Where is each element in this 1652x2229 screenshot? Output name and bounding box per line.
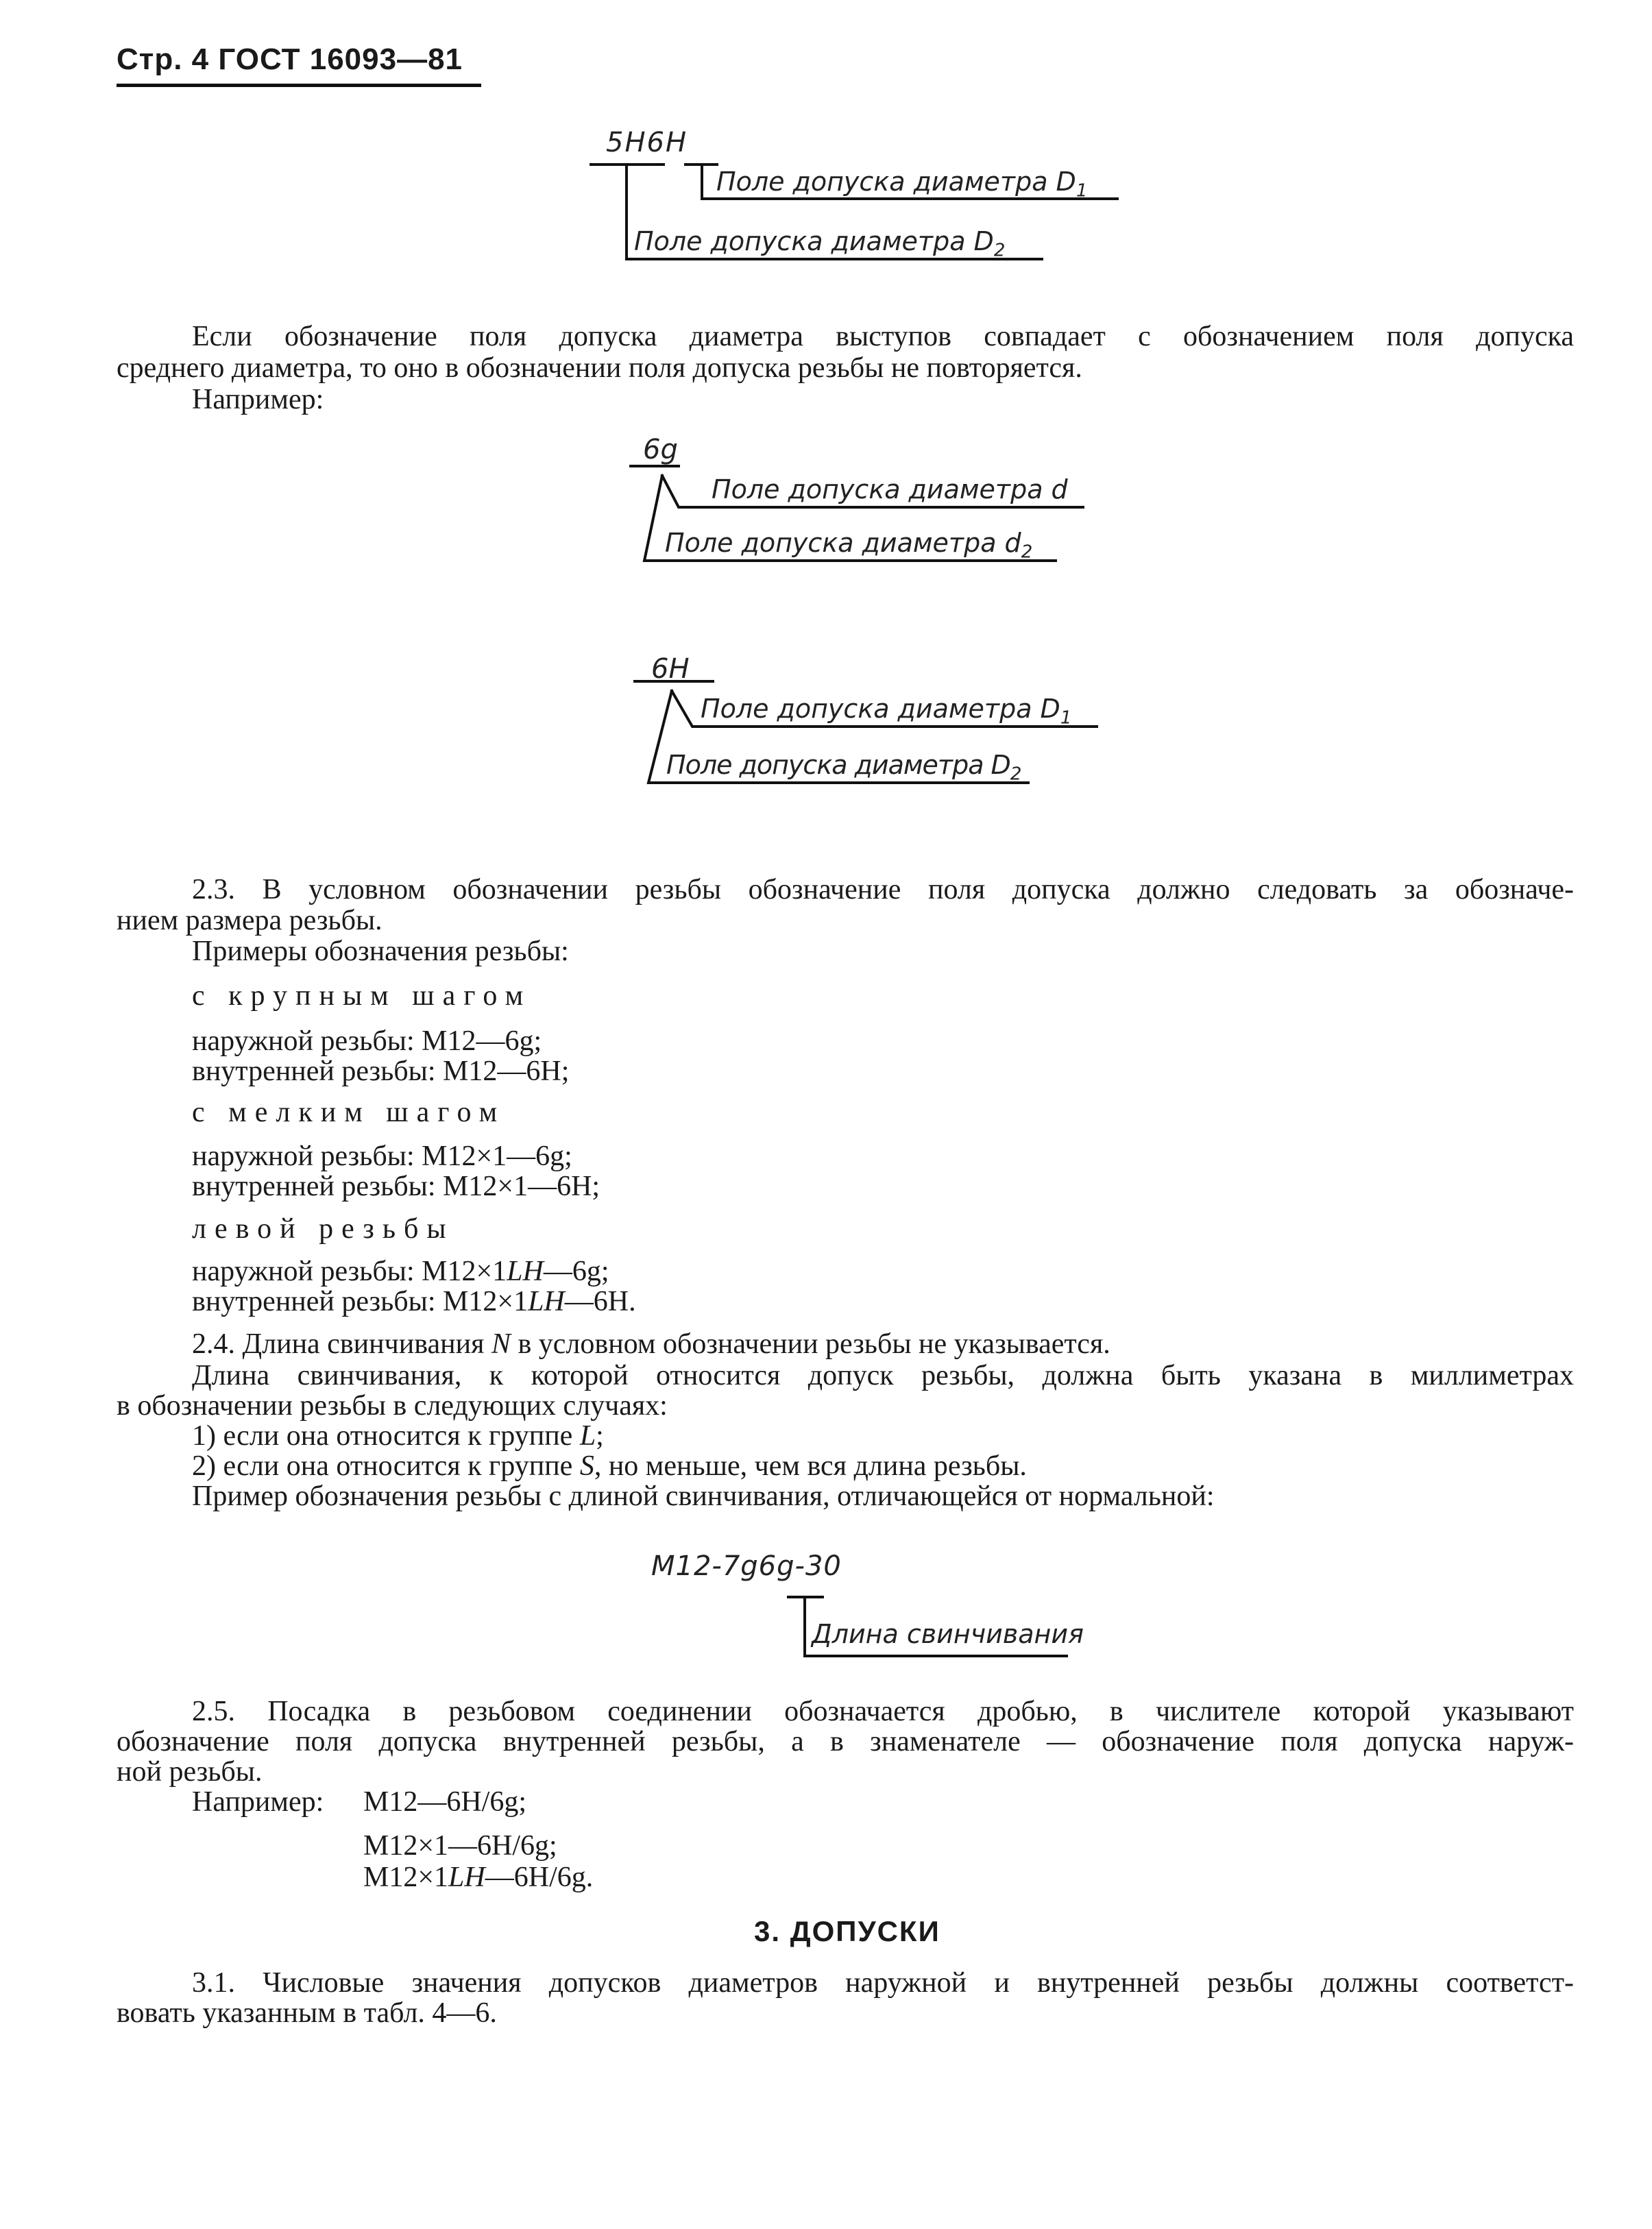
section-2-5-example-label: Например:	[192, 1786, 324, 1818]
diagram-6h-code: 6H	[651, 653, 690, 685]
page-header	[117, 42, 463, 77]
fit-example-2: M12×1—6H/6g;	[363, 1830, 557, 1862]
paragraph-2-2-line-1: Если обозначение поля допуска диаметра выступов совпадает с обозначением поля допуска	[192, 321, 1574, 352]
section-2-4-line-6: Пример обозначения резьбы с длиной свинчивания, отличающейся от нормальной:	[192, 1481, 1215, 1512]
fine-outer-example: наружной резьбы: M12×1—6g;	[192, 1141, 572, 1172]
diagram-5h6h-label-bottom: Поле допуска диаметра $D_2$	[634, 226, 1006, 261]
diagram-6g-label-bottom: Поле допуска диаметра $d_2$	[665, 528, 1033, 563]
diagram-6h-label-top: Поле допуска диаметра $D_1$	[701, 694, 1072, 729]
section-2-5-line-3: ной резьбы.	[117, 1756, 263, 1788]
diagram-6g-code: 6g	[643, 434, 678, 465]
header-underline	[117, 84, 481, 87]
section-2-4-line-3: в обозначении резьбы в следующих случаях:	[117, 1390, 668, 1422]
standard-number: ГОСТ 16093—81	[218, 42, 463, 76]
page-number-label: Стр. 4	[117, 42, 210, 76]
diagram-length-code: M12-7g6g-30	[651, 1550, 842, 1582]
coarse-pitch-heading: с крупным шагом	[192, 980, 532, 1012]
section-2-5-line-1: 2.5. Посадка в резьбовом соединении обозначается дробью, в числителе которой указывают	[192, 1696, 1574, 1727]
section-3-heading: 3. ДОПУСКИ	[754, 1915, 940, 1947]
diagram-6g-label-top: Поле допуска диаметра d	[712, 474, 1068, 504]
diagram-length-label: Длина свинчивания	[812, 1619, 1084, 1649]
diagram-length-leaders	[754, 1570, 1097, 1666]
coarse-outer-example: наружной резьбы: M12—6g;	[192, 1025, 542, 1057]
diagram-5h6h-label-top: Поле допуска диаметра $D_1$	[716, 167, 1088, 202]
section-2-4-item-2: 2) если она относится к группе S, но меньше, чем вся длина резьбы.	[192, 1450, 1027, 1482]
diagram-5h6h-code: 5H6H	[606, 127, 688, 158]
section-2-3-line-1: 2.3. В условном обозначении резьбы обозначение поля допуска должно следовать за обозначе-	[192, 874, 1574, 905]
section-2-5-line-2: обозначение поля допуска внутренней резьбы, а в знаменателе — обозначение поля допуска наруж-	[117, 1726, 1574, 1757]
fine-inner-example: внутренней резьбы: M12×1—6H;	[192, 1171, 600, 1202]
fine-pitch-heading: с мелким шагом	[192, 1097, 506, 1128]
section-3-1-line-1: 3.1. Числовые значения допусков диаметров наружной и внутренней резьбы должны соответст-	[192, 1967, 1574, 1999]
left-thread-heading: левой резьбы	[192, 1213, 454, 1245]
section-2-4-line-1: 2.4. Длина свинчивания N в условном обозначении резьбы не указывается.	[192, 1328, 1110, 1360]
fit-example-3: M12×1LH—6H/6g.	[363, 1862, 594, 1893]
section-2-3-examples-intro: Примеры обозначения резьбы:	[192, 936, 569, 967]
section-2-4-item-1: 1) если она относится к группе L;	[192, 1420, 604, 1452]
paragraph-2-2-line-2: среднего диаметра, то оно в обозначении поля допуска резьбы не повторяется.	[117, 352, 1082, 384]
left-outer-example: наружной резьбы: M12×1LH—6g;	[192, 1256, 609, 1287]
left-inner-example: внутренней резьбы: M12×1LH—6H.	[192, 1286, 636, 1317]
section-2-4-line-2: Длина свинчивания, к которой относится допуск резьбы, должна быть указана в миллиметрах	[192, 1360, 1574, 1391]
paragraph-2-2-line-3: Например:	[192, 384, 324, 415]
coarse-inner-example: внутренней резьбы: M12—6H;	[192, 1056, 570, 1087]
diagram-6h-label-bottom: Поле допуска диаметра $D_2$	[666, 750, 1021, 785]
fit-example-1: M12—6H/6g;	[363, 1786, 527, 1818]
section-2-3-line-2: нием размера резьбы.	[117, 905, 382, 936]
section-3-1-line-2: вовать указанным в табл. 4—6.	[117, 1997, 497, 2029]
